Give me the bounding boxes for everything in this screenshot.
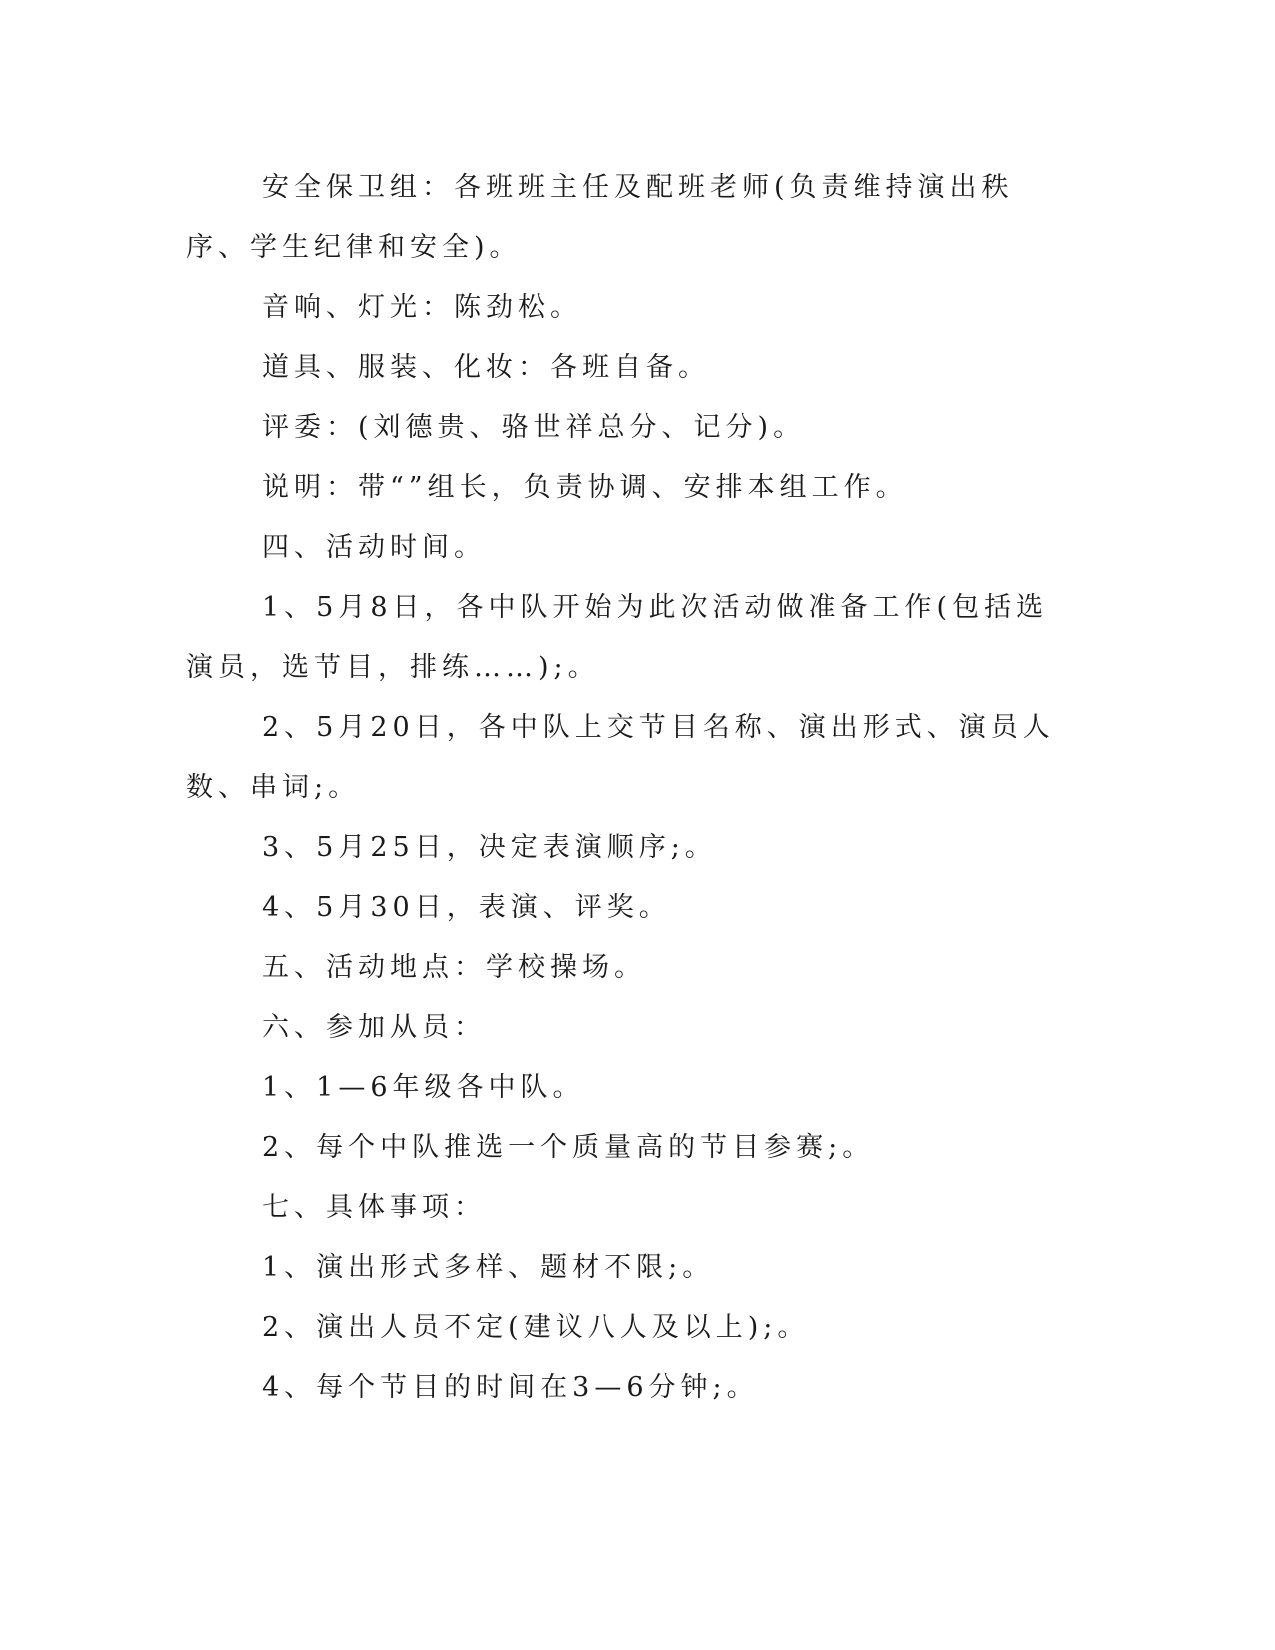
list-item: 2、每个中队推选一个质量高的节目参赛;。 xyxy=(262,1132,875,1163)
section-heading-details: 七、具体事项： xyxy=(262,1192,486,1223)
list-item: 1、1—6年级各中队。 xyxy=(262,1072,585,1103)
section-heading-location: 五、活动地点：学校操场。 xyxy=(262,952,646,983)
section-heading-activity-time: 四、活动时间。 xyxy=(262,532,486,563)
paragraph-judges: 评委：(刘德贵、骆世祥总分、记分)。 xyxy=(262,412,806,443)
paragraph-security-group: 安全保卫组：各班班主任及配班老师(负责维持演出秩序、学生纪律和安全)。 xyxy=(186,172,1014,263)
section-heading-participants: 六、参加从员： xyxy=(262,1012,486,1043)
list-item: 4、5月30日，表演、评奖。 xyxy=(262,892,671,923)
paragraph-sound-lighting: 音响、灯光：陈劲松。 xyxy=(262,292,582,323)
list-item: 2、5月20日，各中队上交节目名称、演出形式、演员人数、串词;。 xyxy=(186,712,1055,803)
paragraph-note: 说明：带“”组长，负责协调、安排本组工作。 xyxy=(262,472,908,503)
list-item: 1、5月8日，各中队开始为此次活动做准备工作(包括选演员，选节目，排练……);。 xyxy=(186,592,1049,683)
list-item: 1、演出形式多样、题材不限;。 xyxy=(262,1252,715,1283)
document-body xyxy=(186,158,1066,1418)
list-item: 2、演出人员不定(建议八人及以上);。 xyxy=(262,1312,810,1343)
paragraph-props-costume: 道具、服装、化妆：各班自备。 xyxy=(262,352,710,383)
list-item: 4、每个节目的时间在3—6分钟;。 xyxy=(262,1372,759,1403)
list-item: 3、5月25日，决定表演顺序;。 xyxy=(262,832,717,863)
